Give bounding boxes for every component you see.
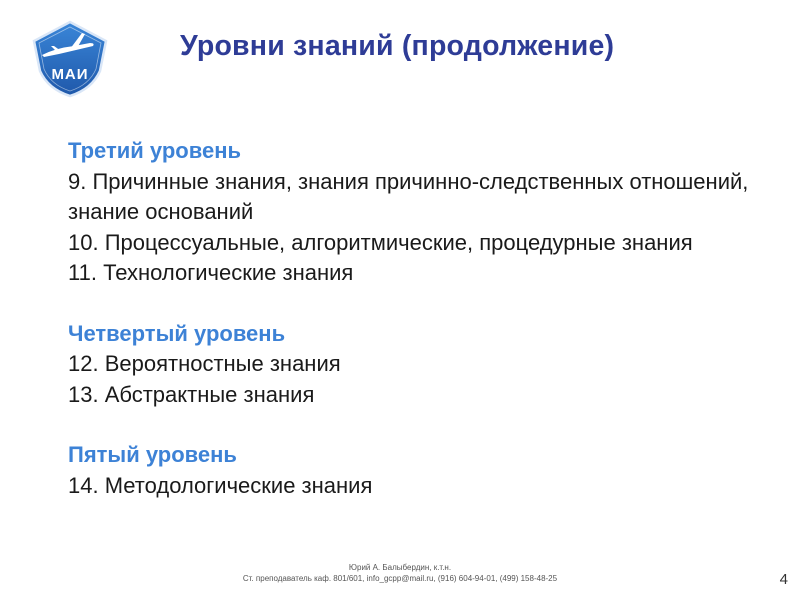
list-item: 14. Методологические знания (68, 472, 373, 498)
list-item: 10. Процессуальные, алгоритмические, процедурные знания (68, 229, 693, 255)
list-item: 13. Абстрактные знания (68, 381, 315, 407)
page-title: Уровни знаний (продолжение) (180, 30, 615, 62)
page-number: 4 (779, 571, 788, 588)
logo-text: МАИ (51, 66, 89, 83)
level-heading: Четвертый уровень (68, 320, 286, 346)
list-item: 11. Технологические знания (68, 260, 354, 285)
level-heading: Третий уровень (68, 138, 242, 163)
content-area (68, 136, 768, 501)
level-heading: Пятый уровень (68, 442, 237, 467)
footer-contacts: Ст. преподаватель каф. 801/601, info_gcpp@mail.ru, (916) 604-94-01, (499) 158-48-25 (242, 574, 558, 583)
level-block-third (68, 136, 768, 289)
footer (0, 562, 800, 584)
level-block-fifth (68, 440, 768, 501)
logo-shield (34, 22, 106, 96)
level-block-fourth (68, 319, 768, 411)
mai-logo (30, 19, 110, 99)
list-item: 9. Причинные знания, знания причинно-следственных отношений, знание оснований (68, 168, 749, 224)
list-item: 12. Вероятностные знания (68, 351, 341, 376)
footer-author: Юрий А. Балыбердин, к.т.н. (348, 563, 452, 572)
